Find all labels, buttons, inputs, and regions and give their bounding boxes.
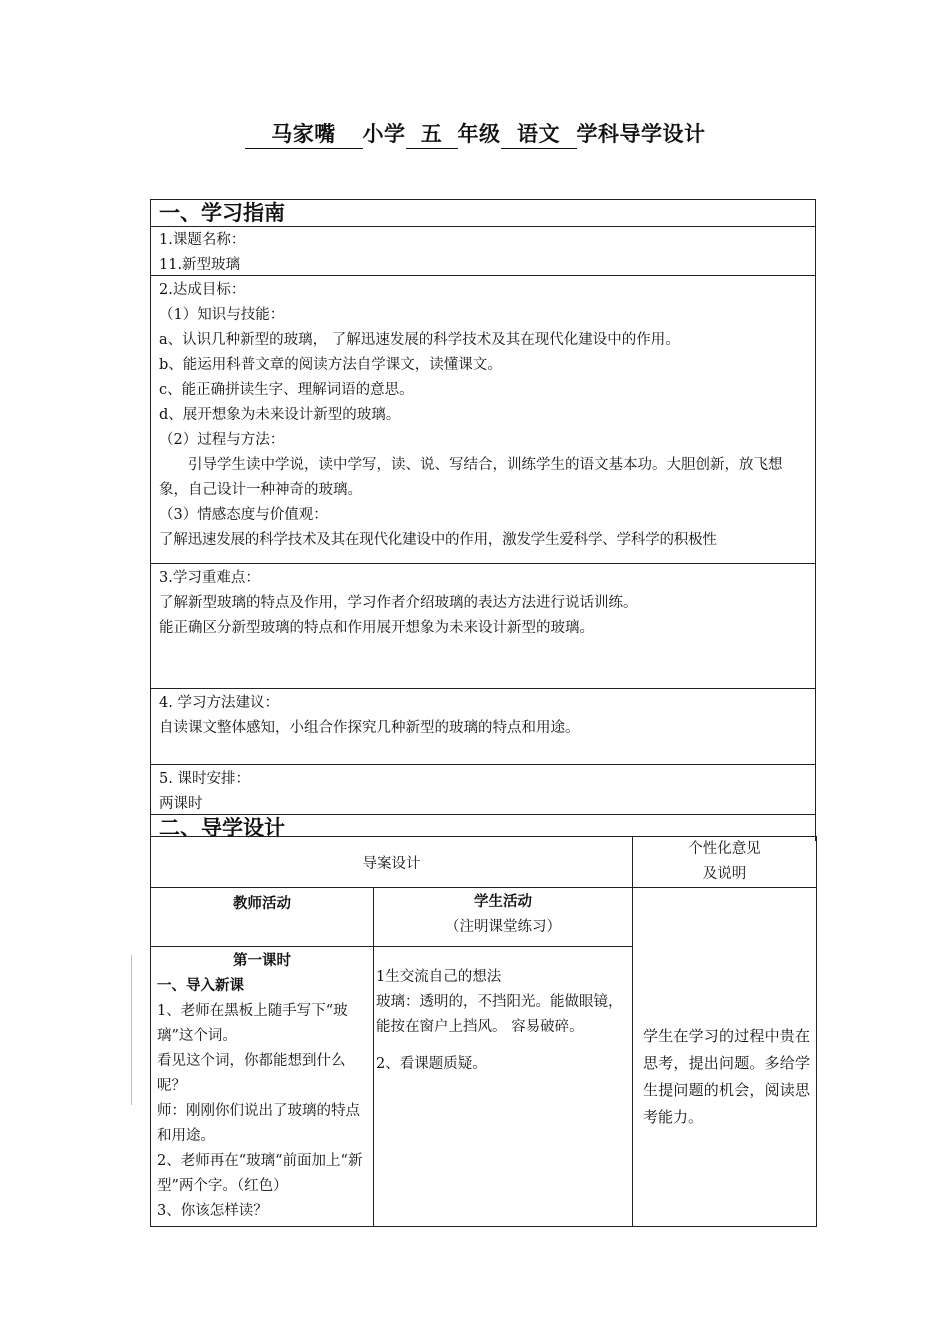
- topic-value: 11.新型玻璃: [159, 257, 241, 273]
- grade-suffix: 年级: [457, 122, 501, 146]
- student-line: 1生交流自己的想法: [376, 969, 502, 985]
- method-cell: [151, 689, 815, 765]
- lesson-part: 一、导入新课: [157, 978, 244, 994]
- student-line: 2、看课题质疑。: [376, 1056, 487, 1072]
- lesson-title: 第一课时: [233, 953, 291, 969]
- schedule-text: 两课时: [159, 796, 203, 812]
- school-suffix: 小学: [362, 122, 406, 146]
- teacher-header: 教师活动: [151, 888, 374, 947]
- personal-header-line2: 及说明: [702, 866, 747, 882]
- design-header: 导案设计: [151, 837, 633, 888]
- difficulty-label: 3.学习重难点：: [159, 570, 260, 586]
- method-text: 自读课文整体感知，小组合作探究几种新型的玻璃的特点和用途。: [159, 720, 580, 736]
- student-activity-cell: [374, 947, 633, 1227]
- guide-design-table-wrap: [150, 836, 816, 1227]
- student-line: 玻璃：透明的，不挡阳光。能做眼镜，能按在窗户上挡风。 容易破碎。: [376, 994, 623, 1035]
- schedule-label: 5. 课时安排：: [159, 771, 250, 787]
- emotion-label: （3）情感态度与价值观：: [159, 507, 328, 523]
- emotion-text: 了解迅速发展的科学技术及其在现代化建设中的作用，激发学生爱科学、学科学的积极性: [159, 532, 717, 548]
- goals-cell: [151, 276, 815, 564]
- section1-heading: 一、学习指南: [151, 200, 815, 227]
- difficulty-item: 能正确区分新型玻璃的特点和作用展开想象为未来设计新型的玻璃。: [159, 620, 594, 636]
- page-title: [0, 120, 950, 149]
- schedule-cell: [151, 765, 815, 815]
- goals-label: 2.达成目标：: [159, 282, 246, 298]
- margin-mark: [131, 955, 132, 1105]
- difficulty-cell: [151, 564, 815, 689]
- teacher-line: 3、你该怎样读？: [157, 1203, 268, 1219]
- knowledge-item: b、能运用科普文章的阅读方法自学课文，读懂课文。: [159, 357, 502, 373]
- knowledge-label: （1）知识与技能：: [159, 307, 285, 323]
- personal-header-line1: 个性化意见: [688, 841, 761, 857]
- student-header-sub: （注明课堂练习）: [445, 919, 561, 935]
- learning-guide-section: [150, 199, 816, 841]
- teacher-activity-cell: [151, 947, 374, 1227]
- difficulty-item: 了解新型玻璃的特点及作用，学习作者介绍玻璃的表达方法进行说话训练。: [159, 595, 638, 611]
- topic-label: 1.课题名称：: [159, 232, 246, 248]
- subject-value: 语文: [501, 120, 577, 149]
- method-label: 4. 学习方法建议：: [159, 695, 279, 711]
- teacher-line: 2、老师再在“玻璃“前面加上“新型”两个字。（红色）: [157, 1153, 363, 1194]
- guide-design-table: [150, 836, 817, 1227]
- personal-header: [633, 837, 817, 888]
- process-label: （2）过程与方法：: [159, 432, 285, 448]
- student-header: [374, 888, 633, 947]
- grade-value: 五: [406, 120, 458, 149]
- school-name: 马家嘴: [245, 120, 363, 149]
- knowledge-item: c、能正确拼读生字、理解词语的意思。: [159, 382, 414, 398]
- teacher-line: 看见这个词，你都能想到什么呢？: [157, 1053, 346, 1094]
- personal-note: 学生在学习的过程中贵在思考，提出问题。多给学生提问题的机会，阅读思考能力。: [643, 1027, 810, 1126]
- teacher-line: 师：刚刚你们说出了玻璃的特点和用途。: [157, 1103, 360, 1144]
- student-header-title: 学生活动: [474, 894, 532, 910]
- title-suffix: 学科导学设计: [576, 122, 706, 146]
- knowledge-item: a、认识几种新型的玻璃， 了解迅速发展的科学技术及其在现代化建设中的作用。: [159, 332, 680, 348]
- teacher-line: 1、老师在黑板上随手写下“玻璃”这个词。: [157, 1003, 348, 1044]
- knowledge-item: d、展开想象为未来设计新型的玻璃。: [159, 407, 401, 423]
- section2-heading: 二、导学设计: [159, 816, 285, 840]
- process-text: 引导学生读中学说，读中学写，读、说、写结合，训练学生的语文基本功。大胆创新，放飞想象，自己设计一种神奇的玻璃。: [159, 457, 783, 498]
- personal-note-cell: [633, 888, 817, 1227]
- topic-cell: [151, 227, 815, 276]
